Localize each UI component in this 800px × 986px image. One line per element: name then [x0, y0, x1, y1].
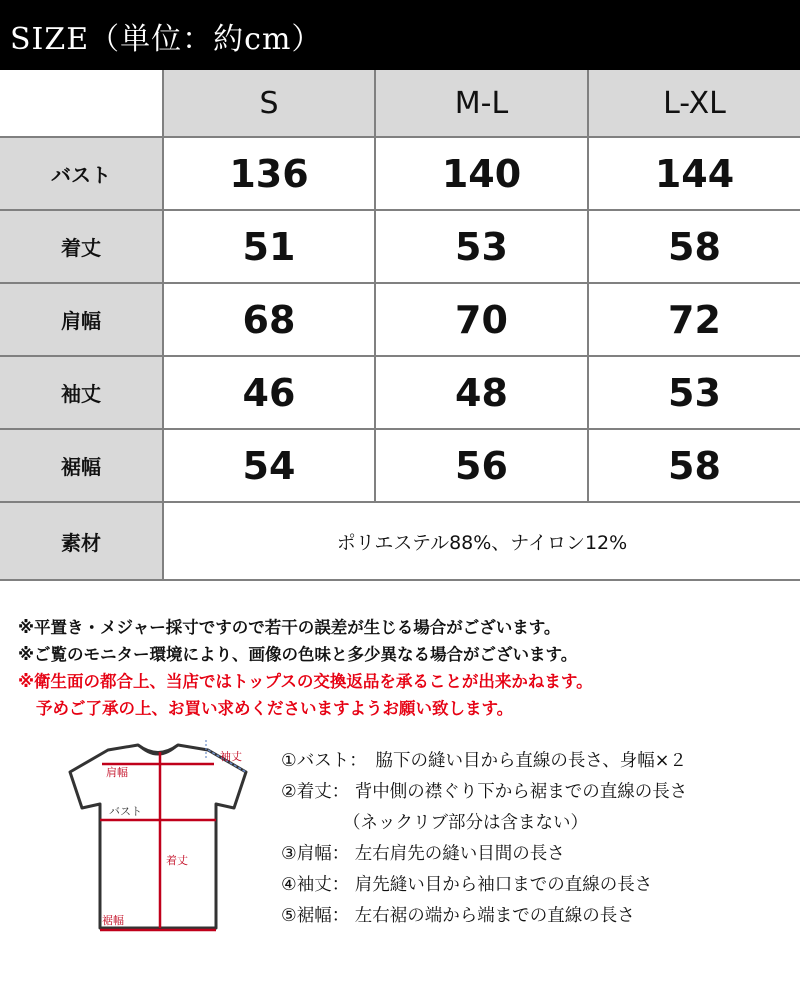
- table-row: [0, 137, 800, 210]
- table-cell: 140: [375, 137, 588, 210]
- notes: [18, 614, 788, 722]
- table-cell: 53: [588, 356, 800, 429]
- table-row: [0, 429, 800, 502]
- table-row: [0, 283, 800, 356]
- table-cell: 48: [375, 356, 588, 429]
- table-cell: 56: [375, 429, 588, 502]
- column-header: M-L: [375, 70, 588, 137]
- table-cell: 58: [588, 210, 800, 283]
- row-label: 袖丈: [0, 356, 163, 429]
- diagram-label-bust: バスト: [109, 805, 142, 818]
- table-corner: [0, 70, 163, 137]
- table-cell: 54: [163, 429, 375, 502]
- column-header: S: [163, 70, 375, 137]
- material-row: [0, 502, 800, 580]
- row-label: 肩幅: [0, 283, 163, 356]
- table-row: [0, 210, 800, 283]
- legend-item: ③肩幅： 左右肩先の縫い目間の長さ: [281, 844, 565, 864]
- table-cell: 72: [588, 283, 800, 356]
- legend-item: ④袖丈： 肩先縫い目から袖口までの直線の長さ: [281, 875, 653, 895]
- size-table: [0, 70, 800, 581]
- diagram-label-length: 着丈: [166, 854, 188, 867]
- table-cell: 68: [163, 283, 375, 356]
- row-label: 着丈: [0, 210, 163, 283]
- table-cell: 46: [163, 356, 375, 429]
- table-cell: 70: [375, 283, 588, 356]
- legend-item: ⑤裾幅： 左右裾の端から端までの直線の長さ: [281, 906, 635, 926]
- legend-item: ①バスト： 脇下の縫い目から直線の長さ、身幅×２: [281, 751, 687, 771]
- diagram-label-sleeve: 袖丈: [220, 750, 242, 763]
- table-cell: 144: [588, 137, 800, 210]
- tshirt-outline: [70, 745, 246, 928]
- column-header: L-XL: [588, 70, 800, 137]
- table-cell: 136: [163, 137, 375, 210]
- row-label: バスト: [0, 137, 163, 210]
- page-title: SIZE（単位：約cm）: [10, 22, 323, 57]
- title-bar: [0, 0, 800, 70]
- table-cell: 51: [163, 210, 375, 283]
- note-warning: ※衛生面の都合上、当店ではトップスの交換返品を承ることが出来かねます。: [18, 672, 593, 691]
- note-line: ※平置き・メジャー採寸ですので若干の誤差が生じる場合がございます。: [18, 618, 561, 637]
- row-label: 裾幅: [0, 429, 163, 502]
- row-label: 素材: [0, 502, 163, 580]
- size-header-row: [0, 70, 800, 137]
- legend-item: ②着丈： 背中側の襟ぐり下から裾までの直線の長さ: [281, 782, 688, 802]
- measurement-legend: [281, 746, 687, 932]
- legend-item: （ネックリブ部分は含まない）: [343, 813, 588, 833]
- material-value: ポリエステル88%、ナイロン12%: [163, 502, 800, 580]
- table-cell: 58: [588, 429, 800, 502]
- table-row: [0, 356, 800, 429]
- diagram-label-shoulder: 肩幅: [106, 766, 128, 779]
- garment-diagram: [56, 738, 266, 948]
- note-warning: 予めご了承の上、お買い求めくださいますようお願い致します。: [36, 699, 514, 718]
- diagram-label-hem: 裾幅: [102, 914, 124, 927]
- note-line: ※ご覧のモニター環境により、画像の色味と多少異なる場合がございます。: [18, 645, 578, 664]
- table-cell: 53: [375, 210, 588, 283]
